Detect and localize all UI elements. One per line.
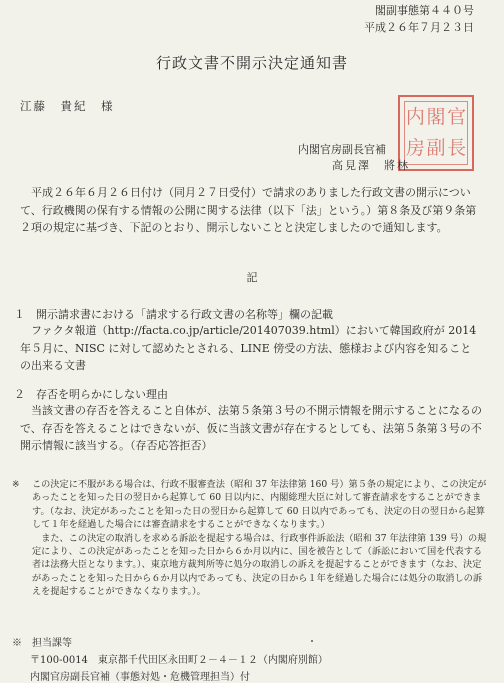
seal-char: 閣	[426, 106, 446, 128]
sender-name: 高見澤 將林	[332, 159, 410, 172]
section-2-body: 当該文書の存否を答えること自体が、法第５条第３号の不開示情報を開示することになるので、存否を答えることはできないが、仮に当該文書が存在するとしても、法第５条第３号の不開示情報に該当する。（存否応答拒否）	[20, 404, 482, 452]
note-paragraph-2: また、この決定の取消しを求める訴訟を提起する場合は、行政事件訴訟法（昭和 37 年法律第 139 号）の規定により、この決定があったことを知った日から６か月以内に、国を被告として（訴訟において国を代表する者は法務大臣となります。）、東京地方裁判所等に処分の取消しの訴えを提起することができます（なお、決定があったことを知った日から６か月以内であっても、決定の日から１年を経過した場合には処分の取消しの訴えを提起することができなくなります。）。	[32, 532, 487, 598]
section-1-body: ファクタ報道（http://facta.co.jp/article/201407039.html）において韓国政府が 2014 年５月に、NISC に対して認めたとされる、LINE 傍受の方法、態様および内容を知ることの出来る文書	[20, 324, 477, 372]
stray-dot	[311, 640, 313, 642]
body-paragraph: 平成２６年６月２６日付け（同月２７日受付）で請求のありました行政文書の開示について、行政機関の保有する情報の公開に関する法律（以下「法」という。）第８条及び第９条第２項の規定に基づき、下記のとおり、開示しないことと決定しましたので通知します。	[20, 186, 477, 234]
note-mark: ※	[12, 479, 20, 490]
contact-heading: ※ 担当課等	[12, 638, 72, 649]
appeal-note	[12, 478, 490, 599]
document-date: 平成２６年７月２３日	[364, 21, 474, 34]
section-1-heading: １ 開示請求書における「請求する行政文書の名称等」欄の記載	[14, 308, 333, 321]
contact-department: 内閣官房副長官補（事態対処・危機管理担当）付	[30, 672, 250, 683]
recipient-name: 江藤 貴紀 様	[20, 99, 115, 113]
note-paragraph-1: この決定に不服がある場合は、行政不服審査法（昭和 37 年法律第 160 号）第５条の規定により、この決定があったことを知った日の翌日から起算して 60 日以内に、内閣総理大臣に対して審査請求をすることができます。（なお、決定があったことを知った日の翌日から起算して 60 日以内であっても、決定の日の翌日から起算して１年を経過した場合には審査請求をすることができなくなります。）	[32, 479, 487, 531]
seal-char: 房	[405, 137, 425, 159]
seal-char: 副	[426, 137, 446, 159]
seal-char: 長	[447, 137, 467, 159]
section-2-heading: ２ 存否を明らかにしない理由	[14, 388, 168, 401]
sender-organization: 内閣官房副長官補	[298, 143, 386, 156]
seal-char: 官	[447, 106, 467, 128]
ki-marker: 記	[246, 271, 258, 284]
document-title: 行政文書不開示決定通知書	[155, 54, 348, 72]
seal-char: 内	[405, 106, 425, 128]
document-number: 閣副事態第４４０号	[375, 4, 474, 17]
contact-address: 〒100-0014 東京都千代田区永田町２－４－１２（内閣府別館）	[30, 655, 328, 666]
